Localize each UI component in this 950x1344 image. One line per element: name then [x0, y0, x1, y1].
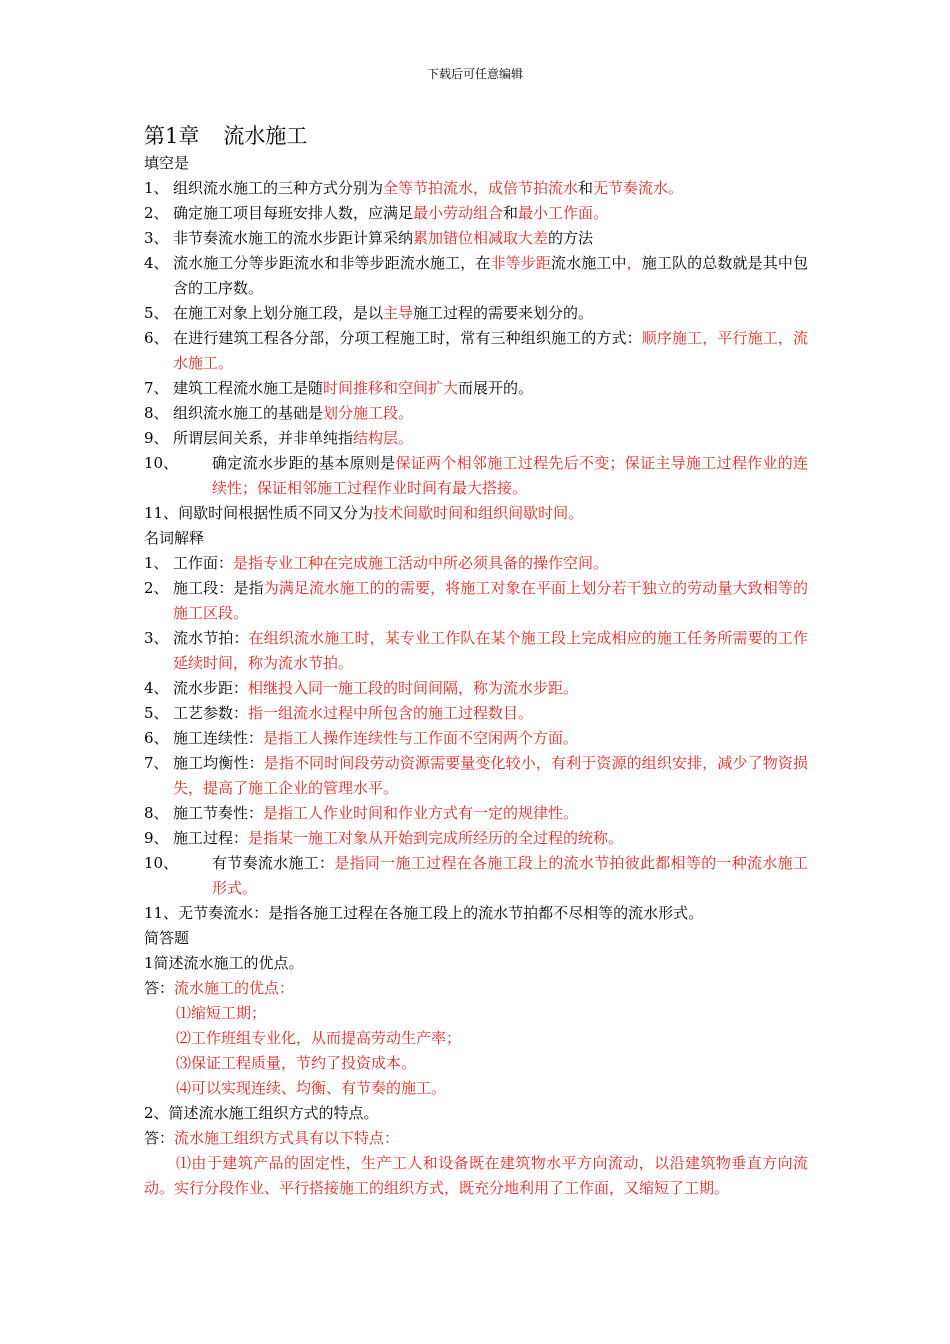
prompt-text: 在施工对象上划分施工段，是以	[173, 304, 384, 322]
prompt-text: 流水节拍：	[173, 629, 249, 647]
item-number: 10、	[144, 854, 179, 872]
item-number: 7、	[144, 754, 169, 772]
question-2: 2、简述流水施工组织方式的特点。	[144, 1104, 379, 1122]
answer-text: 主导	[383, 304, 414, 322]
fill-in-item	[144, 226, 808, 251]
prompt-text: 施工连续性：	[173, 729, 264, 747]
answer-text: 时间推移和空间扩大	[323, 379, 459, 397]
prompt-text: 建筑工程流水施工是随	[173, 379, 324, 397]
term-item	[144, 576, 808, 626]
prompt-text: 有节奏流水施工：	[212, 854, 335, 872]
answer-text: 相继投入同一施工段的时间间隔，称为流水步距。	[248, 679, 579, 697]
item-text	[173, 751, 808, 801]
answer-text: 是指不同时间段劳动资源需要量变化较小，有利于资源的组织安排，减少了物资损失，提高了施工企业的管理水平。	[173, 754, 808, 797]
prompt-text: 确定施工项目每班安排人数，应满足	[173, 204, 414, 222]
term-item	[144, 626, 808, 676]
chapter-number: 第1章	[144, 124, 200, 148]
prompt-text: 的方法	[548, 229, 594, 247]
answer-text: 保证两个相邻施工过程先后不变；保证主导施工过程作业的连续性；保证相邻施工过程作业时间有最大搭接。	[212, 454, 808, 497]
item-number: 1、	[144, 179, 169, 197]
prompt-text: 和	[578, 179, 594, 197]
term-item	[144, 851, 808, 901]
item-text	[173, 801, 808, 826]
fill-in-item	[144, 201, 808, 226]
term-item	[144, 676, 808, 701]
answer-text: 是指工人操作连续性与工作面不空闲两个方面。	[263, 729, 579, 747]
fill-in-item	[144, 426, 808, 451]
prompt-text: 流水步距：	[173, 679, 249, 697]
answer-text: 是指工人作业时间和作业方式有一定的规律性。	[263, 804, 579, 822]
prompt-text: 所谓层间关系，并非单纯指	[173, 429, 354, 447]
fill-in-item	[144, 501, 808, 526]
prompt-text: 非节奏流水施工的流水步距计算采纳	[173, 229, 414, 247]
item-text	[212, 851, 808, 901]
item-text	[173, 551, 808, 576]
item-text	[173, 301, 808, 326]
item-text	[173, 251, 808, 301]
term-item	[144, 751, 808, 801]
fill-in-item	[144, 401, 808, 426]
item-number: 6、	[144, 729, 169, 747]
section-heading-fill-in: 填空是	[144, 154, 190, 172]
fill-in-item	[144, 301, 808, 326]
item-number: 11、	[144, 904, 179, 922]
answer-1-point: ⑷可以实现连续、均衡、有节奏的施工。	[176, 1079, 447, 1097]
term-item	[144, 726, 808, 751]
answer-text: 结构层。	[353, 429, 414, 447]
item-text	[173, 176, 808, 201]
prompt-text: 施工节奏性：	[173, 804, 264, 822]
item-number: 3、	[144, 629, 169, 647]
answer-text: 是指专业工种在完成施工活动中所必须具备的操作空间。	[233, 554, 609, 572]
term-item	[144, 901, 808, 926]
item-number: 8、	[144, 404, 169, 422]
answer-1-point: ⑵工作班组专业化，从而提高劳动生产率；	[176, 1029, 462, 1047]
item-text	[173, 401, 808, 426]
terms-list	[144, 551, 808, 926]
item-text	[173, 576, 808, 626]
item-number: 4、	[144, 679, 169, 697]
item-number: 4、	[144, 254, 169, 272]
item-number: 7、	[144, 379, 169, 397]
term-item	[144, 826, 808, 851]
item-number: 6、	[144, 329, 169, 347]
prompt-text: 在进行建筑工程各分部，分项工程施工时，常有三种组织施工的方式：	[173, 329, 642, 347]
item-number: 11、	[144, 504, 179, 522]
answer-1-intro: 流水施工的优点：	[174, 979, 295, 997]
item-text	[173, 676, 808, 701]
answer-text: 划分施工段。	[323, 404, 414, 422]
prompt-text: 工艺参数：	[173, 704, 249, 722]
prompt-text: 而展开的。	[458, 379, 534, 397]
answer-text: 指一组流水过程中所包含的施工过程数目。	[248, 704, 534, 722]
answer-text: 为满足流水施工的的需要，将施工对象在平面上划分若干独立的劳动量大致相等的施工区段。	[173, 579, 808, 622]
answer-text: 是指同一施工过程在各施工段上的流水节拍彼此都相等的一种流水施工形式。	[212, 854, 808, 897]
answer-text: 无节奏流水。	[593, 179, 684, 197]
item-text	[173, 626, 808, 676]
answer-text: 在组织流水施工时，某专业工作队在某个施工段上完成相应的施工任务所需要的工作延续时间，称为流水节拍。	[173, 629, 808, 672]
item-text	[173, 376, 808, 401]
answer-1-point: ⑴缩短工期；	[176, 1004, 267, 1022]
fill-in-item	[144, 451, 808, 501]
fill-in-item	[144, 251, 808, 301]
item-text	[173, 426, 808, 451]
answer-text: ，	[626, 254, 642, 272]
prompt-text: 间歇时间根据性质不同又分为	[178, 504, 374, 522]
item-number: 2、	[144, 204, 169, 222]
answer-1-point: ⑶保证工程质量，节约了投资成本。	[176, 1054, 417, 1072]
item-number: 10、	[144, 454, 179, 472]
section-heading-short-answer: 简答题	[144, 929, 190, 947]
fill-in-item	[144, 176, 808, 201]
answer-text: 最小劳动组合	[413, 204, 504, 222]
chapter-title	[144, 121, 808, 151]
prompt-text: 组织流水施工的基础是	[173, 404, 324, 422]
item-number: 8、	[144, 804, 169, 822]
item-text	[178, 901, 808, 926]
item-text	[173, 326, 808, 376]
page-header-note: 下载后可任意编辑	[426, 67, 523, 81]
item-number: 9、	[144, 829, 169, 847]
term-item	[144, 701, 808, 726]
answer-text: 全等节拍流水，成倍节拍流水	[383, 179, 579, 197]
prompt-text: 流水施工分等步距流水和非等步距流水施工，在	[173, 254, 491, 272]
prompt-text: 施工均衡性：	[173, 754, 264, 772]
fill-in-list	[144, 176, 808, 526]
answer-text: 是指某一施工对象从开始到完成所经历的全过程的统称。	[248, 829, 624, 847]
prompt-text: 流水施工中	[551, 254, 627, 272]
fill-in-item	[144, 326, 808, 376]
item-text	[173, 826, 808, 851]
answer-1-intro-line	[144, 976, 808, 1001]
answer-text: 顺序施工，平行施工，流水施工。	[173, 329, 808, 372]
document-body	[144, 121, 808, 1201]
prompt-text: 和	[503, 204, 519, 222]
prompt-text: 确定流水步距的基本原则是	[212, 454, 396, 472]
fill-in-item	[144, 376, 808, 401]
item-number: 2、	[144, 579, 169, 597]
item-number: 3、	[144, 229, 169, 247]
answer-text: 累加错位相减取大差	[413, 229, 549, 247]
prompt-text: 施工过程：	[173, 829, 249, 847]
item-text	[212, 451, 808, 501]
term-item	[144, 551, 808, 576]
prompt-text: 组织流水施工的三种方式分别为	[173, 179, 384, 197]
item-number: 5、	[144, 704, 169, 722]
item-text	[173, 726, 808, 751]
prompt-text: 施工过程的需要来划分的。	[413, 304, 594, 322]
item-text	[178, 501, 808, 526]
question-1: 1简述流水施工的优点。	[144, 954, 304, 972]
item-text	[173, 201, 808, 226]
answer-text: 最小工作面。	[518, 204, 609, 222]
answer-2-paragraph: ⑴由于建筑产品的固定性，生产工人和设备既在建筑物水平方向流动，以沿建筑物垂直方向流动。实行分段作业、平行搭接施工的组织方式，既充分地利用了工作面，又缩短了工期。	[144, 1154, 808, 1197]
answer-text: 非等步距	[490, 254, 552, 272]
answer-2-intro: 流水施工组织方式具有以下特点：	[174, 1129, 400, 1147]
prompt-text: 施工队的总数就是其中包含的工序数。	[173, 254, 808, 297]
prompt-text: 工作面：	[173, 554, 234, 572]
item-number: 1、	[144, 554, 169, 572]
item-text	[173, 226, 808, 251]
item-text	[173, 701, 808, 726]
prompt-text: 施工段：是指	[173, 579, 264, 597]
prompt-text: 无节奏流水：是指各施工过程在各施工段上的流水节拍都不尽相等的流水形式。	[178, 904, 704, 922]
item-number: 5、	[144, 304, 169, 322]
item-number: 9、	[144, 429, 169, 447]
answer-2-intro-line	[144, 1126, 808, 1151]
answer-1-prefix: 答：	[144, 979, 175, 997]
chapter-name: 流水施工	[223, 124, 308, 148]
term-item	[144, 801, 808, 826]
answer-2-prefix: 答：	[144, 1129, 175, 1147]
answer-text: 技术间歇时间和组织间歇时间。	[373, 504, 584, 522]
section-heading-terms: 名词解释	[144, 529, 205, 547]
